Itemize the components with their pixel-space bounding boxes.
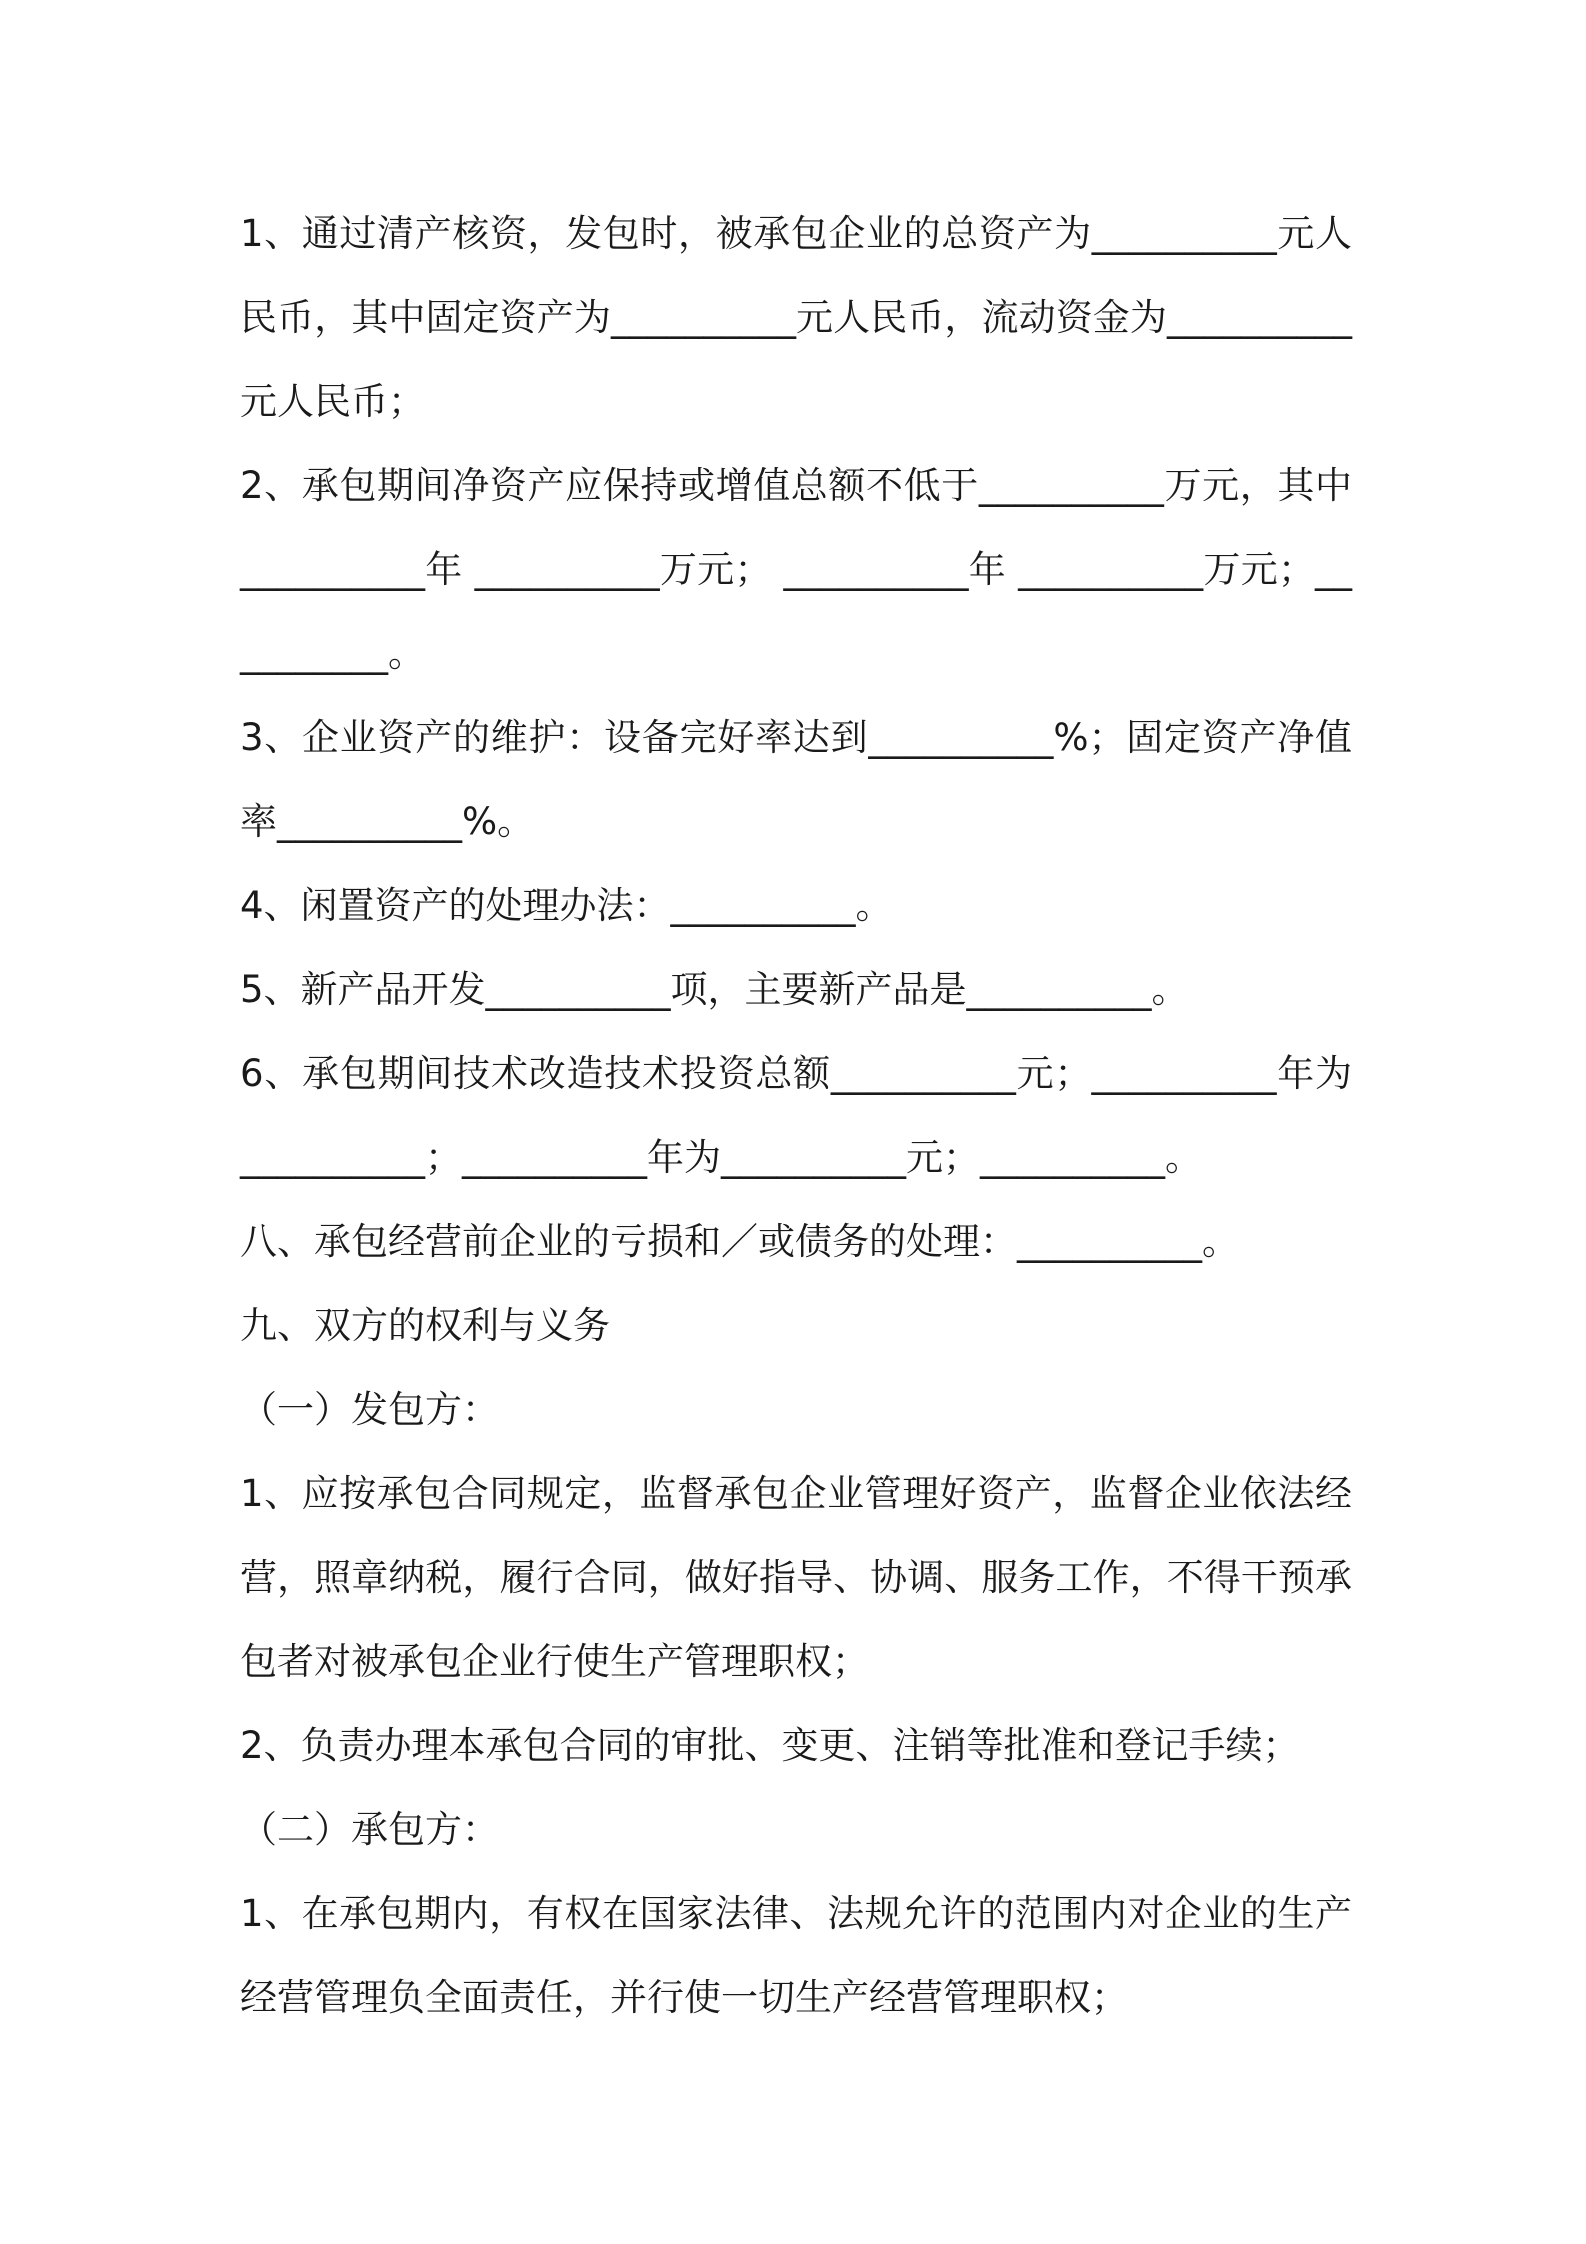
- clause-6-tech-investment: 6、承包期间技术改造技术投资总额__________元；__________年为__________；__________年为__________元；__________。: [240, 1052, 1352, 1179]
- section-8-heading: 八、承包经营前企业的亏损和／或债务的处理：__________。: [240, 1220, 1239, 1263]
- subsection-employer-heading: （一）发包方：: [240, 1388, 499, 1431]
- contractor-right-1: 1、在承包期内，有权在国家法律、法规允许的范围内对企业的生产经营管理负全面责任，并行使一切生产经营管理职权；: [240, 1892, 1352, 2019]
- clause-5-new-products: 5、新产品开发__________项，主要新产品是__________。: [240, 968, 1189, 1011]
- clause-2-net-assets: 2、承包期间净资产应保持或增值总额不低于__________万元，其中__________年 __________万元； __________年 __________万元；__________。: [240, 464, 1352, 675]
- section-9-heading: 九、双方的权利与义务: [240, 1304, 610, 1347]
- subsection-contractor-heading: （二）承包方：: [240, 1808, 499, 1851]
- clause-4-idle-assets: 4、闲置资产的处理办法：__________。: [240, 884, 893, 927]
- employer-duty-1: 1、应按承包合同规定，监督承包企业管理好资产，监督企业依法经营，照章纳税，履行合同，做好指导、协调、服务工作，不得干预承包者对被承包企业行使生产管理职权；: [240, 1472, 1352, 1683]
- clause-1-assets: 1、通过清产核资，发包时，被承包企业的总资产为__________元人民币，其中固定资产为__________元人民币，流动资金为__________元人民币；: [240, 212, 1352, 423]
- employer-duty-2: 2、负责办理本承包合同的审批、变更、注销等批准和登记手续；: [240, 1724, 1300, 1767]
- clause-3-asset-maintenance: 3、企业资产的维护：设备完好率达到__________%；固定资产净值率__________%。: [240, 716, 1352, 843]
- document-body: [240, 192, 1352, 2040]
